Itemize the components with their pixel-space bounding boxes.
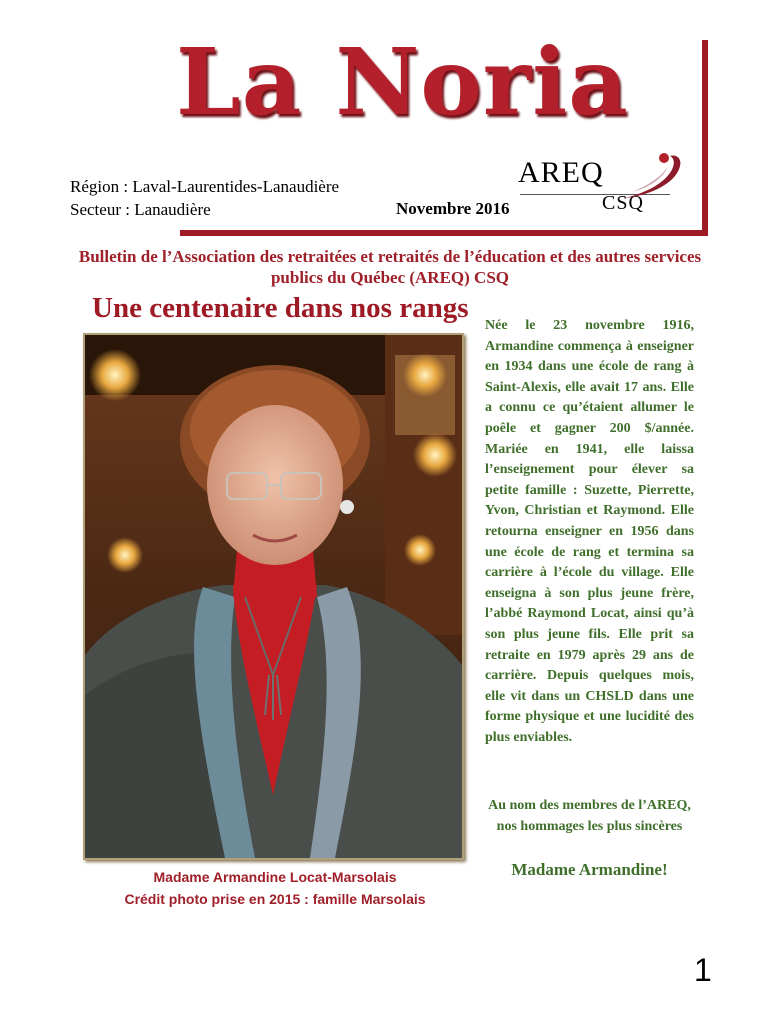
sector-label: Secteur : Lanaudière: [70, 200, 211, 219]
article-headline: Une centenaire dans nos rangs: [92, 292, 469, 324]
areq-csq-logo: [518, 148, 690, 220]
page-number: 1: [694, 952, 712, 988]
caption-name: Madame Armandine Locat-Marsolais: [153, 869, 397, 885]
article-body: Née le 23 novembre 1916, Armandine commença à enseigner en 1934 dans une école de rang à Saint-Alexis, elle avait 17 ans. Elle a connu ce qu’étaient allumer le poêle et gagner 200 $/année. Mariée en 1941, elle laissa l’enseignement pour élever sa petite famille : Suzette, Pierrette, Yvon, Christian et Raymond. Elle retourna enseigner en 1956 dans une école de rang et termina sa carrière à l’école du village. Elle enseigna à son plus jeune frère, l’abbé Raymond Locat, ainsi qu’à son plus jeune fils. Elle prit sa retraite en 1979 après 29 ans de carrière. Depuis quelques mois, elle vit dans un CHSLD dans une forme physique et une lucidité des plus enviables.: [485, 318, 694, 745]
masthead-title: La Noria: [176, 28, 629, 136]
portrait-illustration: [85, 335, 462, 858]
bulletin-subtitle: Bulletin de l’Association des retraitées et retraités de l’éducation et des autres services publics du Québec (AREQ) CSQ: [78, 247, 702, 287]
caption-credit: Crédit photo prise en 2015 : famille Marsolais: [124, 891, 426, 907]
issue-date: Novembre 2016: [396, 199, 510, 218]
article-salute: Madame Armandine!: [511, 860, 668, 879]
photo-caption: [80, 866, 470, 910]
article-tribute: Au nom des membres de l’AREQ, nos hommages les plus sincères: [488, 798, 691, 834]
logo-areq-text: AREQ: [518, 156, 604, 189]
portrait-photo: [83, 333, 464, 860]
region-label: Région : Laval-Laurentides-Lanaudière: [70, 177, 340, 196]
areq-swirl-logo-icon: [618, 148, 690, 204]
logo-csq-text: CSQ: [602, 192, 644, 214]
